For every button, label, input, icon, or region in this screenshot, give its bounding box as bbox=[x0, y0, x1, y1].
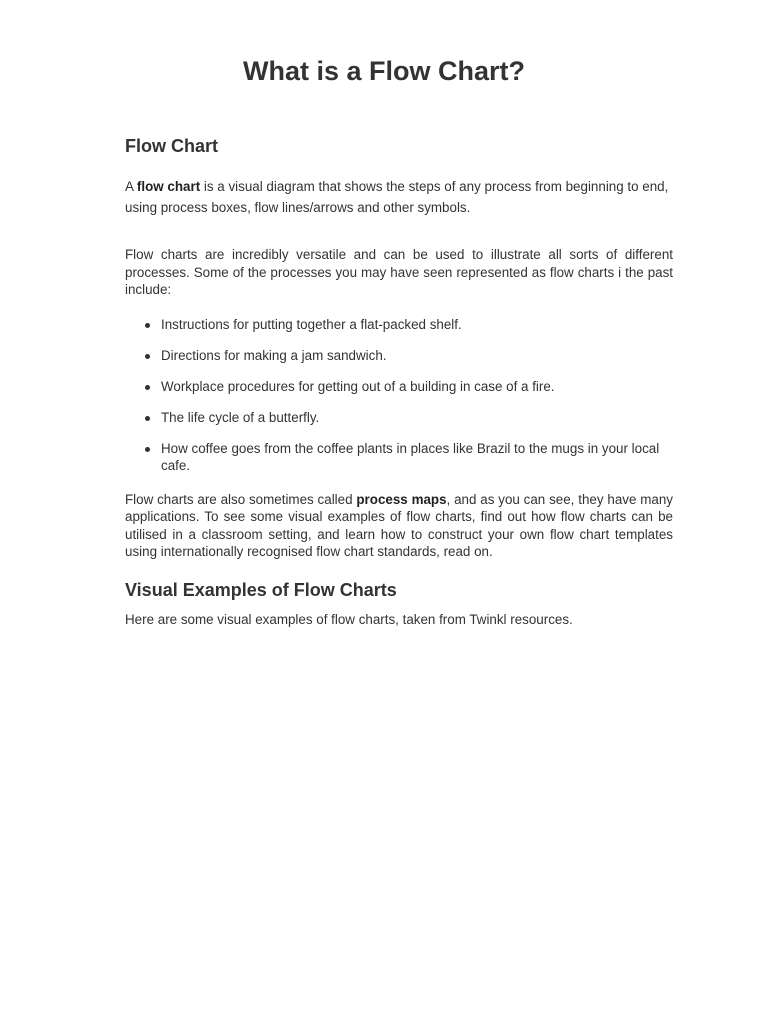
bullet-dot-icon bbox=[145, 447, 150, 452]
bullet-dot-icon bbox=[145, 354, 150, 359]
list-item-text: Instructions for putting together a flat-packed shelf. bbox=[161, 316, 462, 332]
intro-prefix: A bbox=[125, 179, 137, 194]
list-item bbox=[161, 378, 673, 396]
section-heading-visual-examples: Visual Examples of Flow Charts bbox=[125, 579, 397, 600]
also-called-paragraph bbox=[125, 491, 673, 561]
list-item-text: Directions for making a jam sandwich. bbox=[161, 347, 387, 363]
list-item bbox=[161, 409, 673, 427]
also-called-suffix: , and as you can see, they have many applications. To see some visual examples of flow charts, find out how flow charts can be utilised in a classroom setting, and learn how to construct your own flow chart templates using internationally recognised flow chart standards, read on. bbox=[125, 491, 673, 559]
also-called-prefix: Flow charts are also sometimes called bbox=[125, 491, 357, 507]
list-item-text: The life cycle of a butterfly. bbox=[161, 409, 320, 425]
intro-bold-term: flow chart bbox=[136, 179, 201, 194]
bullet-dot-icon bbox=[145, 416, 150, 421]
list-item bbox=[161, 316, 673, 334]
intro-suffix: is a visual diagram that shows the steps of any process from beginning to end, using process boxes, flow lines/arrows and other symbols. bbox=[125, 179, 669, 215]
visual-examples-paragraph: Here are some visual examples of flow charts, taken from Twinkl resources. bbox=[125, 611, 573, 627]
list-item bbox=[161, 347, 673, 365]
section-heading-flow-chart: Flow Chart bbox=[125, 136, 218, 156]
also-called-bold-term: process maps bbox=[356, 491, 447, 507]
bullet-dot-icon bbox=[145, 323, 150, 328]
versatile-paragraph: Flow charts are incredibly versatile and can be used to illustrate all sorts of different processes. Some of the processes you may have seen represented as flow charts i the past include: bbox=[125, 247, 673, 297]
intro-paragraph bbox=[125, 177, 673, 218]
page-title: What is a Flow Chart? bbox=[242, 56, 525, 86]
examples-bullet-list bbox=[125, 316, 673, 475]
list-item bbox=[161, 440, 673, 475]
bullet-dot-icon bbox=[145, 385, 150, 390]
list-item-text: How coffee goes from the coffee plants in places like Brazil to the mugs in your local cafe. bbox=[161, 440, 660, 473]
list-item-text: Workplace procedures for getting out of a building in case of a fire. bbox=[161, 378, 555, 394]
